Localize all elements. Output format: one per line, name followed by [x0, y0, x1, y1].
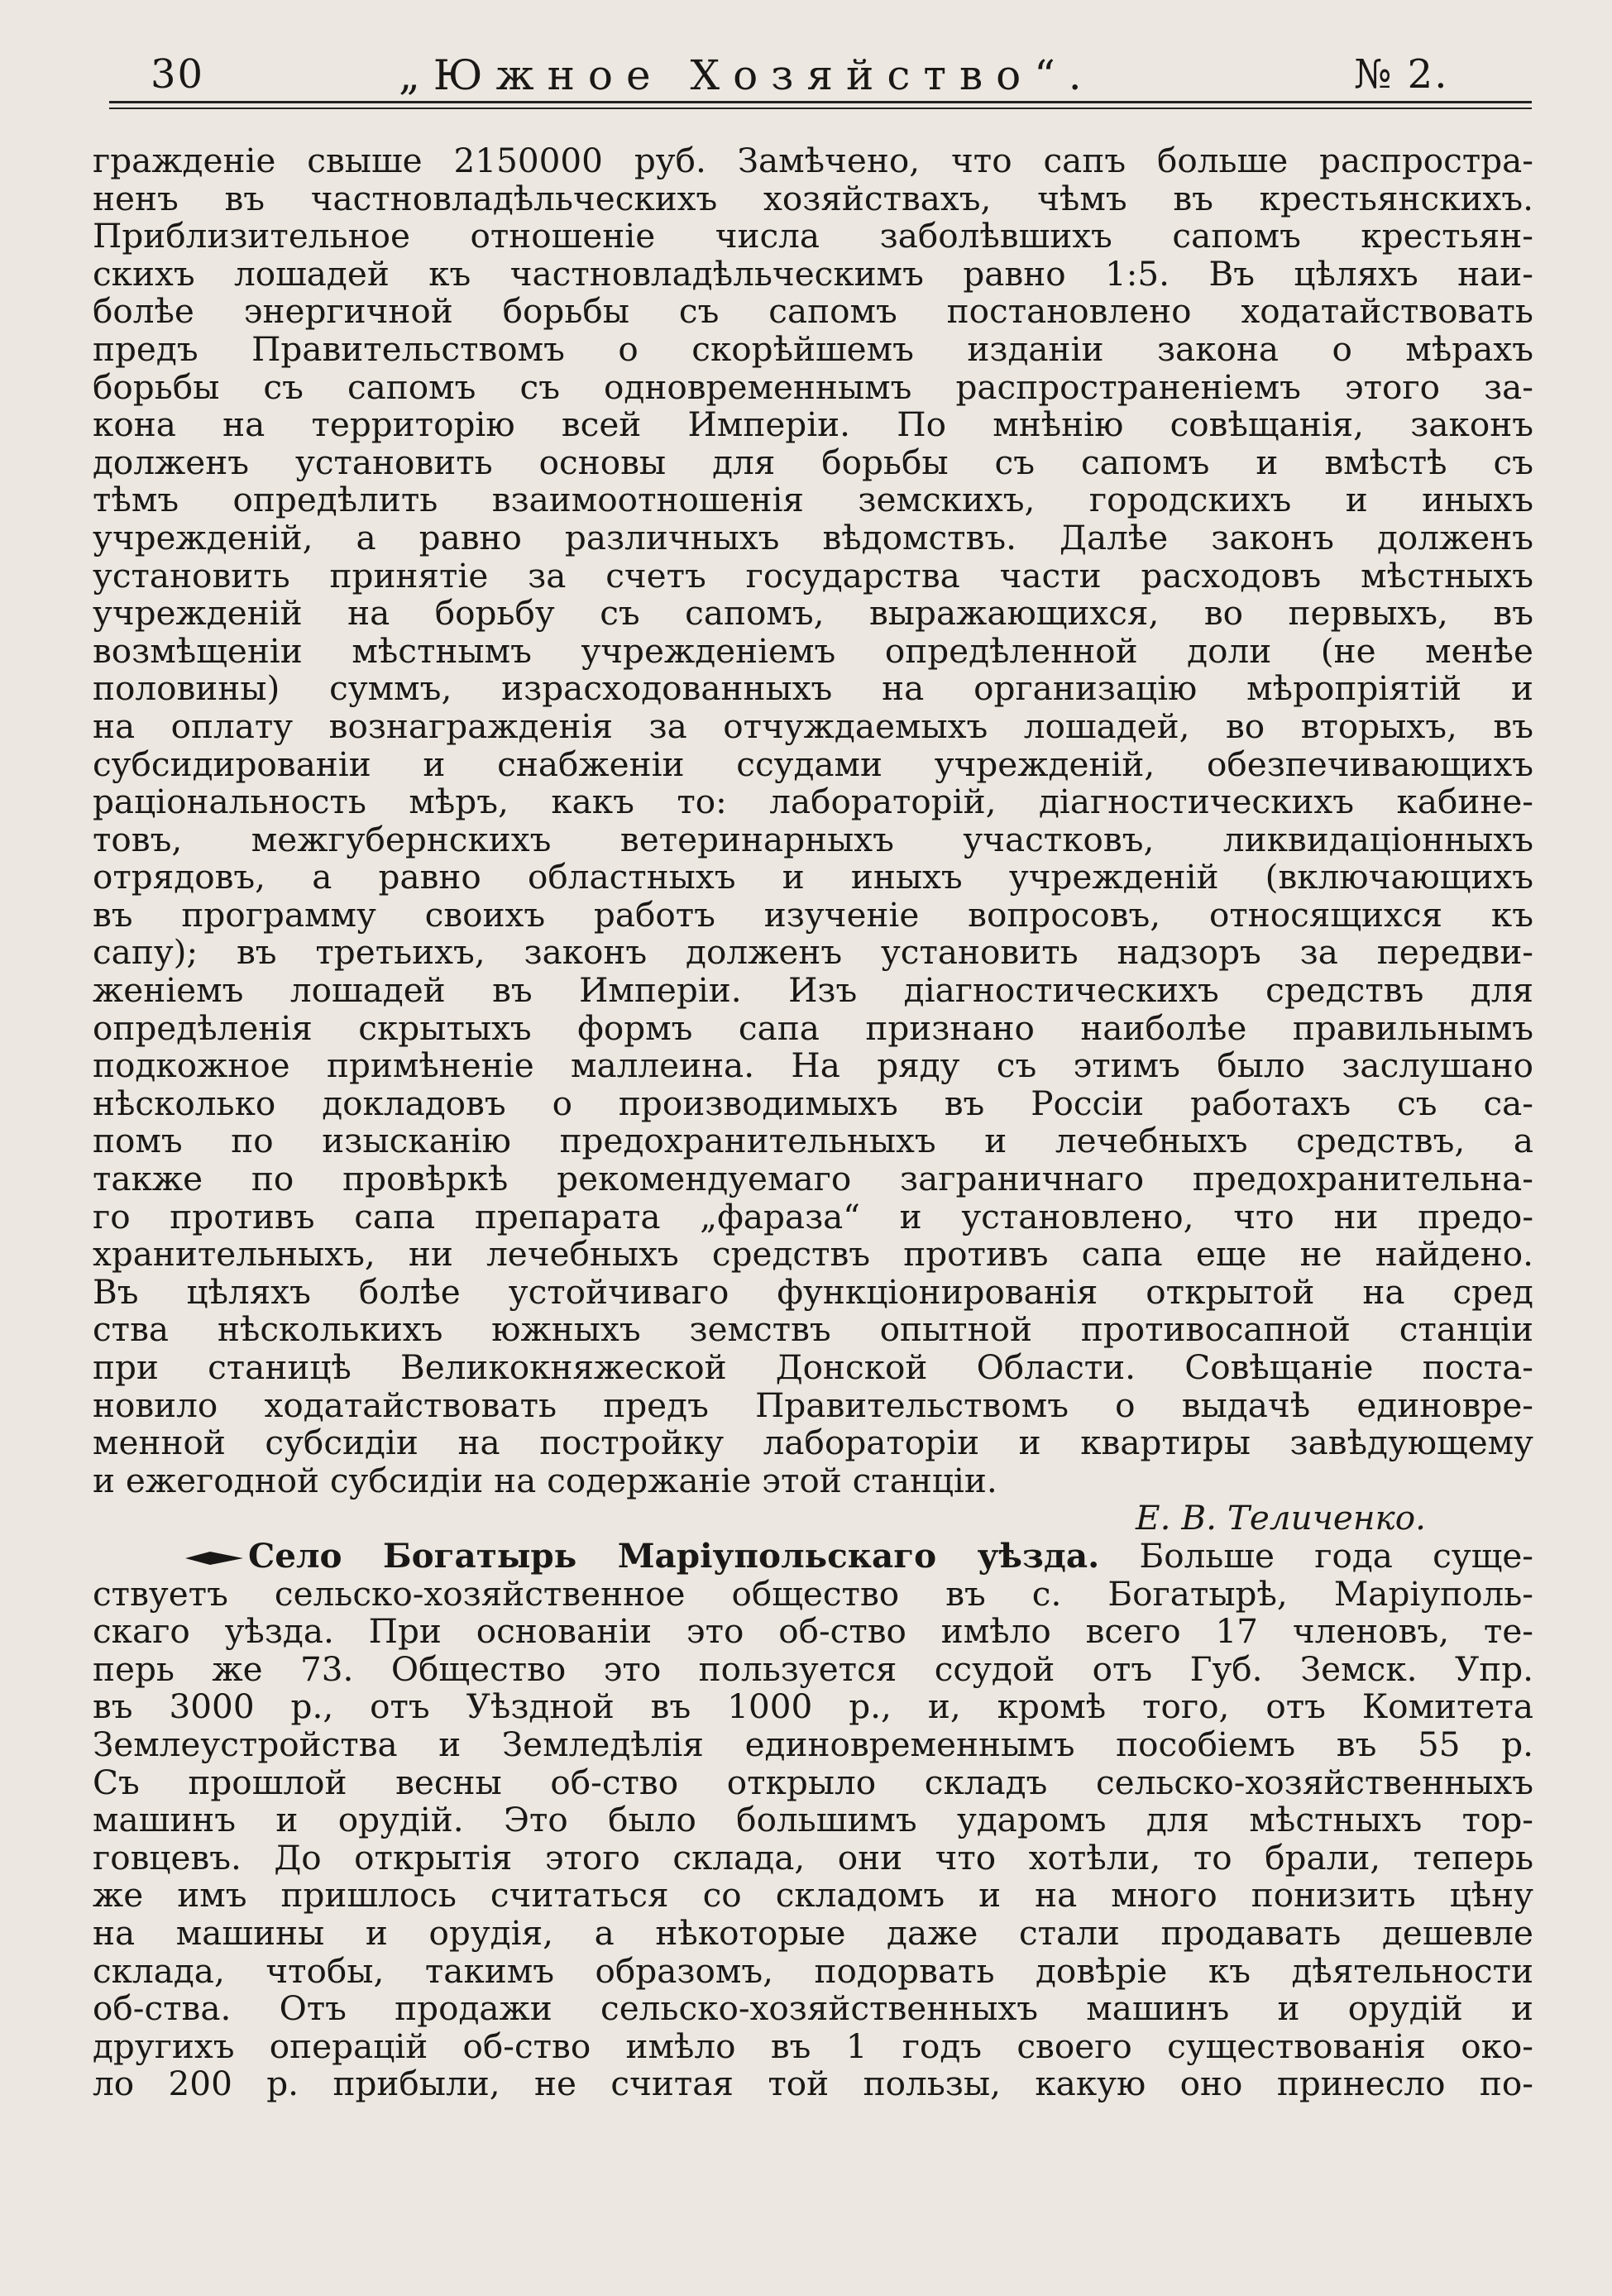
issue-number: № 2. [1354, 51, 1449, 98]
text-line: машинъ и орудій. Это было большимъ ударомъ для мѣстныхъ тор- [93, 1801, 1533, 1839]
text-line: новило ходатайствовать предъ Правительствомъ о выдачѣ единовре- [93, 1386, 1533, 1425]
text-line: болѣе энергичной борьбы съ сапомъ постановлено ходатайствовать [93, 293, 1533, 331]
article-bogatyr-village [93, 1535, 1533, 2103]
text-line: об-ства. Отъ продажи сельско-хозяйственныхъ машинъ и орудій и [93, 1990, 1533, 2028]
text-line: тѣмъ опредѣлить взаимоотношенія земскихъ, городскихъ и иныхъ [93, 481, 1533, 519]
text-line: ло 200 р. прибыли, не считая той пользы, какую оно принесло по- [93, 2065, 1533, 2103]
text-line: на машины и орудія, а нѣкоторые даже стали продавать дешевле [93, 1914, 1533, 1953]
text-line: долженъ установить основы для борьбы съ сапомъ и вмѣстѣ съ [93, 443, 1533, 482]
text-line: предъ Правительствомъ о скорѣйшемъ изданіи закона о мѣрахъ [93, 330, 1533, 369]
journal-title: „Южное Хозяйство“. [399, 51, 1095, 99]
text-line: раціональность мѣръ, какъ то: лабораторій, діагностическихъ кабине- [93, 783, 1533, 821]
text-line: учрежденій, а равно различныхъ вѣдомствъ. Далѣе законъ долженъ [93, 519, 1533, 557]
text-line: Съ прошлой весны об-ство открыло складъ сельско-хозяйственныхъ [93, 1763, 1533, 1802]
text-line: нѣсколько докладовъ о производимыхъ въ Россіи работахъ съ са- [93, 1084, 1533, 1123]
ornament-icon [185, 1550, 243, 1567]
text-line: субсидированіи и снабженіи ссудами учрежденій, обезпечивающихъ [93, 745, 1533, 784]
author-signature: Е. В. Теличенко. [1136, 1498, 1426, 1538]
text-line: въ 3000 р., отъ Уѣздной въ 1000 р., и, кромѣ того, отъ Комитета [93, 1688, 1533, 1726]
heading-line-rest: Больше года суще- [1139, 1535, 1533, 1576]
text-line: говцевъ. До открытія этого склада, они что хотѣли, то брали, теперь [93, 1839, 1533, 1877]
text-line: го противъ сапа препарата „фараза“ и установлено, что ни предо- [93, 1198, 1533, 1236]
text-line: и ежегодной субсидіи на содержаніе этой станціи. [93, 1461, 997, 1500]
text-line: борьбы съ сапомъ съ одновременнымъ распространеніемъ этого за- [93, 368, 1533, 407]
text-line: скихъ лошадей къ частновладѣльческимъ равно 1:5. Въ цѣляхъ наи- [93, 255, 1533, 294]
text-line: подкожное примѣненіе маллеина. На ряду съ этимъ было заслушано [93, 1047, 1533, 1085]
text-line: возмѣщеніи мѣстнымъ учрежденіемъ опредѣленной доли (не менѣе [93, 632, 1533, 671]
text-line: ства нѣсколькихъ южныхъ земствъ опытной противосапной станціи [93, 1311, 1533, 1349]
text-line: же имъ пришлось считаться со складомъ и на много понизить цѣну [93, 1877, 1533, 1915]
text-line: скаго уѣзда. При основаніи это об-ство имѣло всего 17 членовъ, те- [93, 1613, 1533, 1651]
text-line: другихъ операцій об-ство имѣло въ 1 годъ своего существованія око- [93, 2027, 1533, 2066]
text-line: сапу); въ третьихъ, законъ долженъ установить надзоръ за передви- [93, 934, 1533, 973]
text-line: менной субсидіи на постройку лабораторіи и квартиры завѣдующему [93, 1424, 1533, 1462]
article-heading-line [93, 1535, 1533, 1576]
text-line: учрежденій на борьбу съ сапомъ, выражающихся, во первыхъ, въ [93, 595, 1533, 633]
header-rule-thin [109, 108, 1532, 109]
text-line: помъ по изысканію предохранительныхъ и лечебныхъ средствъ, а [93, 1122, 1533, 1161]
text-line: опредѣленія скрытыхъ формъ сапа признано наиболѣе правильнымъ [93, 1009, 1533, 1048]
text-line: въ программу своихъ работъ изученіе вопросовъ, относящихся къ [93, 896, 1533, 935]
text-line: склада, чтобы, такимъ образомъ, подорвать довѣріе къ дѣятельности [93, 1952, 1533, 1991]
header-rule-thick [109, 101, 1532, 103]
text-line: установить принятіе за счетъ государства части расходовъ мѣстныхъ [93, 557, 1533, 596]
text-line: перь же 73. Общество это пользуется ссудой отъ Губ. Земск. Упр. [93, 1650, 1533, 1689]
text-line: кона на территорію всей Имперіи. По мнѣнію совѣщанія, законъ [93, 406, 1533, 444]
text-line: отрядовъ, а равно областныхъ и иныхъ учрежденій (включающихъ [93, 859, 1533, 897]
article-body [93, 142, 1533, 2103]
text-line: на оплату вознагражденія за отчуждаемыхъ лошадей, во вторыхъ, въ [93, 707, 1533, 746]
text-line: Приблизительное отношеніе числа заболѣвшихъ сапомъ крестьян- [93, 218, 1533, 256]
text-line: женіемъ лошадей въ Имперіи. Изъ діагностическихъ средствъ для [93, 972, 1533, 1010]
article-glanders [93, 142, 1533, 1500]
article-heading: Село Богатырь Маріупольскаго уѣзда. [248, 1535, 1100, 1576]
text-line: Землеустройства и Земледѣлія единовременнымъ пособіемъ въ 55 р. [93, 1725, 1533, 1764]
text-line: половины) суммъ, израсходованныхъ на организацію мѣропріятій и [93, 670, 1533, 708]
text-line: при станицѣ Великокняжеской Донской Области. Совѣщаніе поста- [93, 1349, 1533, 1387]
text-line: Въ цѣляхъ болѣе устойчиваго функціонированія открытой на сред [93, 1273, 1533, 1312]
text-line: ненъ въ частновладѣльческихъ хозяйствахъ, чѣмъ въ крестьянскихъ. [93, 179, 1533, 218]
text-line: ствуетъ сельско-хозяйственное общество въ с. Богатырѣ, Маріуполь- [93, 1575, 1533, 1614]
text-line: хранительныхъ, ни лечебныхъ средствъ противъ сапа еще не найдено. [93, 1236, 1533, 1274]
page-number: 30 [151, 51, 205, 98]
text-line: также по провѣркѣ рекомендуемаго заграничнаго предохранительна- [93, 1160, 1533, 1198]
text-line: товъ, межгубернскихъ ветеринарныхъ участковъ, ликвидаціонныхъ [93, 820, 1533, 859]
text-line: гражденіе свыше 2150000 руб. Замѣчено, что сапъ больше распростра- [93, 142, 1533, 180]
